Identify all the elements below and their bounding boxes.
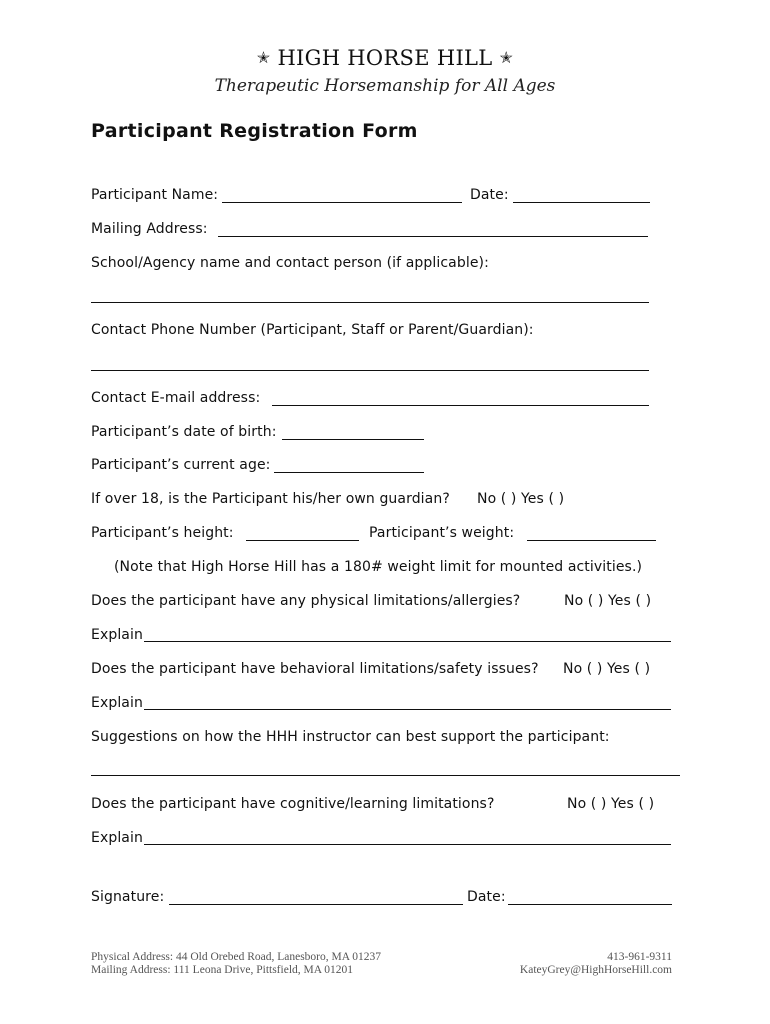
cognitive-limitations-options[interactable]: No ( ) Yes ( ) bbox=[567, 796, 655, 812]
guardian-question: If over 18, is the Participant his/her own guardian? bbox=[91, 491, 450, 507]
contact-phone-label: Contact Phone Number (Participant, Staff or Parent/Guardian): bbox=[91, 322, 534, 338]
height-field[interactable] bbox=[246, 540, 359, 541]
school-agency-field[interactable] bbox=[91, 302, 649, 303]
signature-date-field[interactable] bbox=[508, 904, 672, 905]
signature-date-label: Date: bbox=[467, 889, 506, 905]
physical-limitations-options[interactable]: No ( ) Yes ( ) bbox=[564, 593, 652, 609]
behavioral-limitations-question: Does the participant have behavioral limitations/safety issues? bbox=[91, 661, 539, 677]
date-label: Date: bbox=[470, 187, 509, 203]
signature-field[interactable] bbox=[169, 904, 463, 905]
physical-explain-label: Explain bbox=[91, 627, 143, 643]
weight-label: Participant’s weight: bbox=[369, 525, 515, 541]
participant-name-field[interactable] bbox=[222, 202, 462, 203]
suggestions-field[interactable] bbox=[91, 775, 680, 776]
dob-label: Participant’s date of birth: bbox=[91, 424, 277, 440]
weight-limit-note: (Note that High Horse Hill has a 180# weight limit for mounted activities.) bbox=[114, 559, 643, 575]
form-title: Participant Registration Form bbox=[91, 120, 418, 142]
footer-email[interactable]: KateyGrey@HighHorseHill.com bbox=[519, 964, 672, 976]
cognitive-explain-label: Explain bbox=[91, 830, 143, 846]
behavioral-explain-field[interactable] bbox=[144, 709, 671, 710]
physical-explain-field[interactable] bbox=[144, 641, 671, 642]
dob-field[interactable] bbox=[282, 439, 424, 440]
behavioral-limitations-options[interactable]: No ( ) Yes ( ) bbox=[563, 661, 651, 677]
school-agency-label: School/Agency name and contact person (if applicable): bbox=[91, 255, 489, 271]
contact-email-field[interactable] bbox=[272, 405, 649, 406]
footer-physical-address: Physical Address: 44 Old Orebed Road, Lanesboro, MA 01237 bbox=[91, 951, 382, 963]
star-right-icon: ✭ bbox=[499, 48, 514, 67]
date-field[interactable] bbox=[513, 202, 650, 203]
behavioral-explain-label: Explain bbox=[91, 695, 143, 711]
height-label: Participant’s height: bbox=[91, 525, 234, 541]
mailing-address-field[interactable] bbox=[218, 236, 648, 237]
age-field[interactable] bbox=[274, 472, 424, 473]
guardian-options[interactable]: No ( ) Yes ( ) bbox=[477, 491, 565, 507]
organization-header bbox=[0, 46, 770, 70]
age-label: Participant’s current age: bbox=[91, 457, 271, 473]
organization-name: HIGH HORSE HILL bbox=[277, 46, 493, 70]
star-left-icon: ✭ bbox=[256, 48, 271, 67]
mailing-address-label: Mailing Address: bbox=[91, 221, 208, 237]
footer-phone: 413-961-9311 bbox=[607, 951, 672, 963]
physical-limitations-question: Does the participant have any physical limitations/allergies? bbox=[91, 593, 521, 609]
contact-phone-field[interactable] bbox=[91, 370, 649, 371]
signature-label: Signature: bbox=[91, 889, 165, 905]
organization-tagline: Therapeutic Horsemanship for All Ages bbox=[214, 76, 556, 96]
contact-email-label: Contact E-mail address: bbox=[91, 390, 261, 406]
cognitive-explain-field[interactable] bbox=[144, 844, 671, 845]
weight-field[interactable] bbox=[527, 540, 656, 541]
cognitive-limitations-question: Does the participant have cognitive/learning limitations? bbox=[91, 796, 495, 812]
footer-mailing-address: Mailing Address: 111 Leona Drive, Pittsfield, MA 01201 bbox=[91, 964, 354, 976]
suggestions-label: Suggestions on how the HHH instructor can best support the participant: bbox=[91, 729, 610, 745]
participant-name-label: Participant Name: bbox=[91, 187, 219, 203]
